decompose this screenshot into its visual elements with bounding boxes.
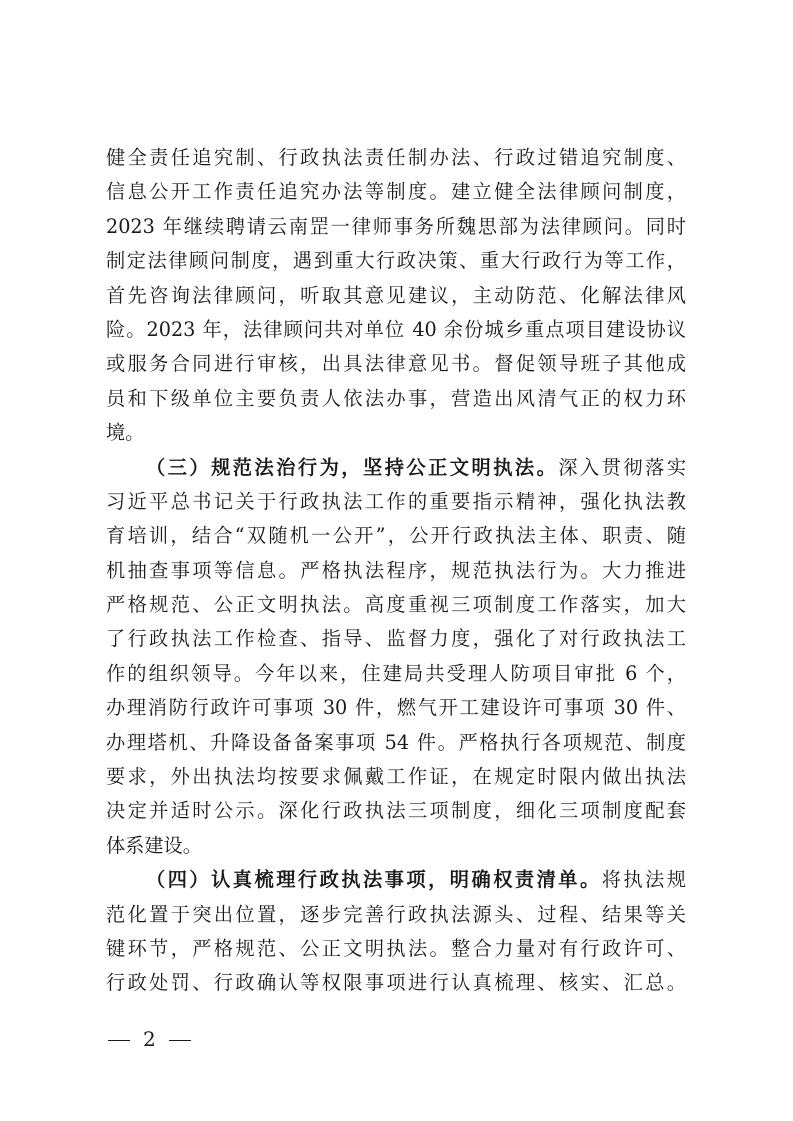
paragraph-1-line: 信息公开工作责任追究办法等制度。建立健全法律顾问制度， [106, 180, 686, 204]
paragraph-2-first-line [106, 451, 686, 485]
page-number-dash-left [108, 1040, 130, 1041]
paragraph-2-line: 要求，外出执法均按要求佩戴工作证，在规定时限内做出执法 [106, 765, 686, 789]
paragraph-1-line: 制定法律顾问制度，遇到重大行政决策、重大行政行为等工作， [106, 249, 686, 273]
paragraph-1-line: 或服务合同进行审核，出具法律意见书。督促领导班子其他成 [106, 352, 686, 376]
page-number: 2 [143, 1027, 156, 1051]
paragraph-1-line: 2023 年继续聘请云南罡一律师事务所魏思部为法律顾问。同时 [106, 214, 686, 238]
paragraph-2-first-line-text: 深入贯彻落实 [558, 455, 687, 479]
paragraph-3-line: 行政处罚、行政确认等权限事项进行认真梳理、核实、汇总。 [106, 971, 686, 995]
page-number-dash-right [169, 1040, 191, 1041]
paragraph-2-line: 作的组织领导。今年以来，住建局共受理人防项目审批 6 个， [106, 661, 686, 685]
paragraph-1-line: 险。2023 年，法律顾问共对单位 40 余份城乡重点项目建设协议 [106, 317, 686, 341]
paragraph-2-line: 决定并适时公示。深化行政执法三项制度，细化三项制度配套 [106, 799, 686, 823]
section-3-heading: （三）规范法治行为，坚持公正文明执法。 [146, 455, 559, 479]
paragraph-2-line: 机抽查事项等信息。严格执法程序，规范执法行为。大力推进 [106, 558, 686, 582]
paragraph-2-line: 体系建设。 [106, 833, 202, 857]
paragraph-1-line: 首先咨询法律顾问，听取其意见建议，主动防范、化解法律风 [106, 283, 686, 307]
paragraph-2-line: 严格规范、公正文明执法。高度重视三项制度工作落实，加大 [106, 593, 686, 617]
paragraph-2-line: 办理消防行政许可事项 30 件，燃气开工建设许可事项 30 件、 [106, 696, 686, 720]
paragraph-2-line: 了行政执法工作检查、指导、监督力度，强化了对行政执法工 [106, 627, 686, 651]
paragraph-2-line: 育培训，结合“双随机一公开”，公开行政执法主体、职责、随 [106, 524, 686, 548]
paragraph-3-first-line [106, 863, 686, 897]
document-body [106, 141, 686, 1001]
paragraph-3-first-line-text: 将执法规 [601, 868, 687, 892]
paragraph-1-line: 健全责任追究制、行政执法责任制办法、行政过错追究制度、 [106, 146, 686, 169]
page-number-footer [108, 1024, 191, 1054]
paragraph-1-line: 境。 [106, 421, 145, 445]
paragraph-2-line: 习近平总书记关于行政执法工作的重要指示精神，强化执法教 [106, 489, 686, 513]
paragraph-1-line: 员和下级单位主要负责人依法办事，营造出风清气正的权力环 [106, 386, 686, 410]
paragraph-2-line: 办理塔机、升降设备备案事项 54 件。严格执行各项规范、制度 [106, 730, 686, 754]
section-4-heading: （四）认真梳理行政执法事项，明确权责清单。 [146, 868, 602, 892]
paragraph-3-line: 范化置于突出位置，逐步完善行政执法源头、过程、结果等关 [106, 902, 686, 926]
paragraph-3-line: 键环节，严格规范、公正文明执法。整合力量对有行政许可、 [106, 936, 686, 960]
